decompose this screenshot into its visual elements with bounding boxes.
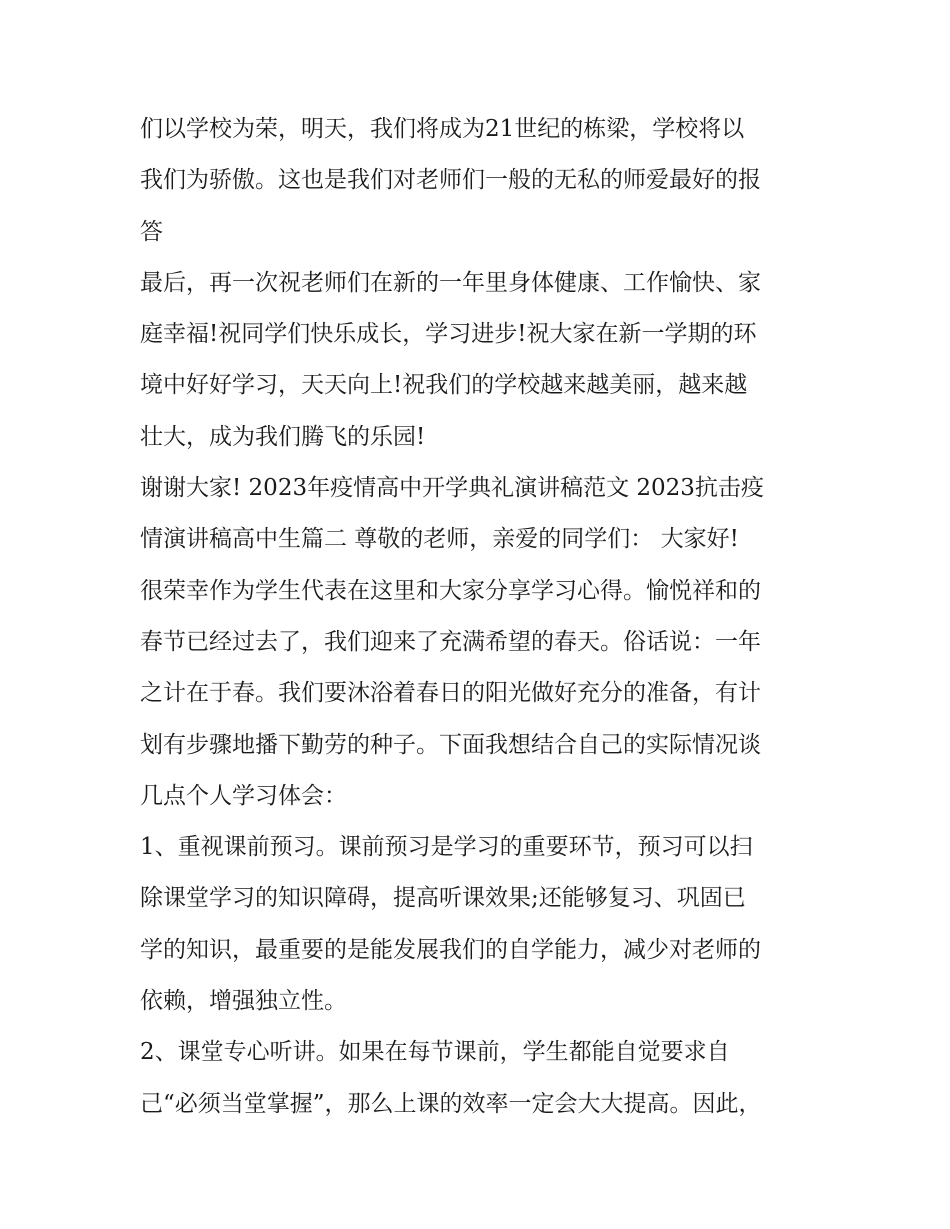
- text-line: 春节已经过去了，我们迎来了充满希望的春天。俗话说：一年: [140, 628, 761, 655]
- text-line: 学的知识，最重要的是能发展我们的自学能力，减少对老师的: [140, 936, 761, 963]
- text-line: 之计在于春。我们要沐浴着春日的阳光做好充分的准备，有计: [140, 680, 761, 707]
- text-line: 情演讲稿高中生篇二 尊敬的老师，亲爱的同学们： 大家好!: [140, 526, 739, 553]
- text-line: 我们为骄傲。这也是我们对老师们一般的无私的师爱最好的报: [140, 167, 761, 194]
- text-line: 2、课堂专心听讲。如果在每节课前，学生都能自觉要求自: [140, 1039, 730, 1066]
- text-line: 答: [140, 218, 163, 245]
- text-line: 壮大，成为我们腾飞的乐园!: [140, 423, 426, 450]
- text-line: 庭幸福!祝同学们快乐成长，学习进步!祝大家在新一学期的环: [140, 321, 757, 348]
- text-line: 依赖，增强独立性。: [140, 988, 347, 1015]
- text-line: 几点个人学习体会：: [140, 782, 347, 809]
- text-line: 除课堂学习的知识障碍，提高听课效果;还能够复习、巩固已: [140, 885, 746, 912]
- document-body: [140, 104, 830, 1130]
- text-line: 1、重视课前预习。课前预习是学习的重要环节，预习可以扫: [140, 834, 753, 861]
- text-line: 们以学校为荣，明天，我们将成为21世纪的栋梁，学校将以: [140, 116, 745, 142]
- text-line: 很荣幸作为学生代表在这里和大家分享学习心得。愉悦祥和的: [140, 577, 761, 604]
- text-line: 划有步骤地播下勤劳的种子。下面我想结合自己的实际情况谈: [140, 731, 761, 758]
- text-line: 己“必须当堂掌握”，那么上课的效率一定会大大提高。因此，: [140, 1090, 762, 1117]
- text-line: 谢谢大家! 2023年疫情高中开学典礼演讲稿范文 2023抗击疫: [140, 475, 764, 502]
- text-line: 最后，再一次祝老师们在新的一年里身体健康、工作愉快、家: [140, 269, 761, 296]
- text-line: 境中好好学习，天天向上!祝我们的学校越来越美丽，越来越: [140, 372, 748, 399]
